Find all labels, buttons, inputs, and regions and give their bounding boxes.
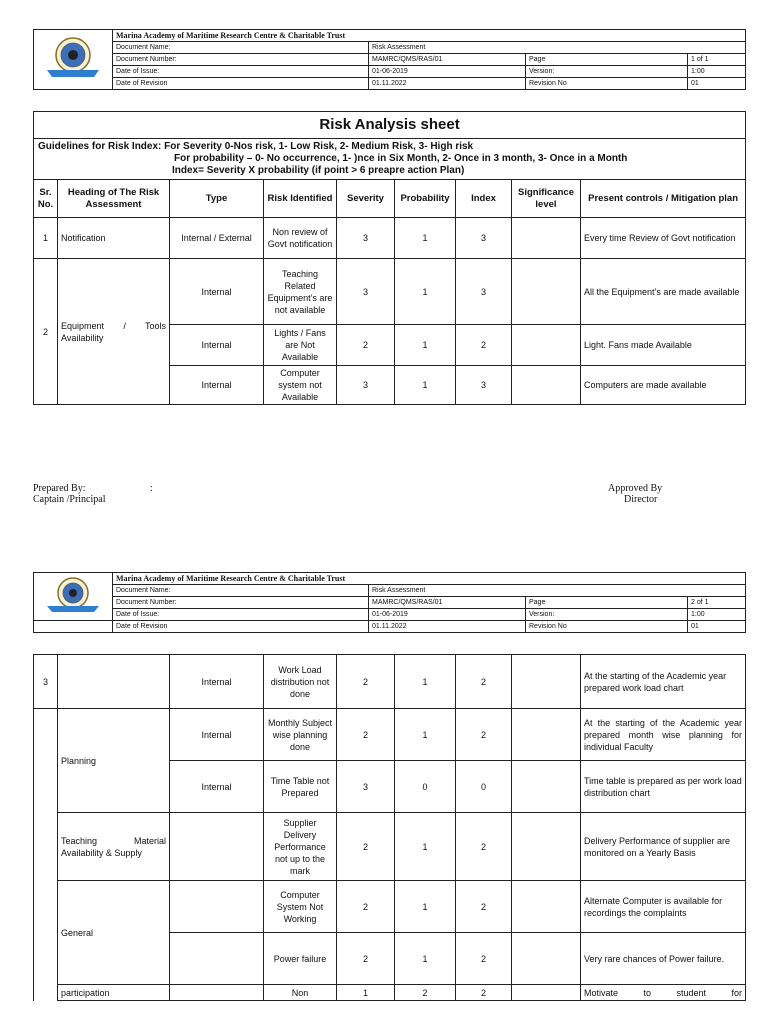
row-significance (512, 709, 581, 761)
prepared-by-colon: : (150, 483, 153, 494)
row-significance (512, 933, 581, 985)
row-risk: Supplier Delivery Performance not up to the mark (264, 813, 337, 881)
row-index: 3 (456, 366, 512, 405)
guideline-probability: For probability – 0- No occurrence, 1- )nce in Six Month, 2- Once in 3 month, 3- Once in a Month (174, 153, 628, 164)
row-probability: 1 (395, 218, 456, 259)
row-probability: 1 (395, 881, 456, 933)
row-significance (512, 881, 581, 933)
row-probability: 1 (395, 655, 456, 709)
page-label: Page (526, 54, 688, 66)
row-probability: 0 (395, 761, 456, 813)
col-sr-no: Sr. No. (34, 180, 58, 218)
table-row (34, 813, 746, 881)
revision-no-value: 01 (688, 78, 746, 90)
row-probability: 1 (395, 709, 456, 761)
table-row (34, 655, 746, 709)
row-type (170, 985, 264, 1001)
document-name-value: Risk Assessment (369, 585, 746, 597)
date-revision-label: Date of Revision (113, 621, 369, 633)
row-heading: General (58, 881, 170, 985)
row-probability: 1 (395, 933, 456, 985)
document-number-label: Document Number: (113, 54, 369, 66)
row-index: 0 (456, 761, 512, 813)
row-risk: Non (264, 985, 337, 1001)
row-risk: Teaching Related Equipment’s are not available (264, 259, 337, 325)
row-severity: 3 (337, 366, 395, 405)
row-severity: 3 (337, 761, 395, 813)
table-row (34, 218, 746, 259)
row-probability: 1 (395, 813, 456, 881)
row-index: 3 (456, 259, 512, 325)
row-severity: 2 (337, 655, 395, 709)
row-type: Internal (170, 366, 264, 405)
row-index: 2 (456, 813, 512, 881)
document-header-page1 (33, 29, 746, 90)
row-significance (512, 259, 581, 325)
col-probability: Probability (395, 180, 456, 218)
col-type: Type (170, 180, 264, 218)
page-label: Page (526, 597, 688, 609)
risk-analysis-table-page1 (33, 111, 746, 405)
trust-name: Marina Academy of Maritime Research Centre & Charitable Trust (113, 30, 746, 42)
col-index: Index (456, 180, 512, 218)
table-row (34, 259, 746, 325)
row-sr: 2 (34, 259, 58, 405)
approved-by-role: Director (624, 494, 658, 505)
row-severity: 2 (337, 933, 395, 985)
document-number-label: Document Number: (113, 597, 369, 609)
guideline-index: Index= Severity X probability (if point > 6 preapre action Plan) (172, 165, 465, 176)
row-plan: Very rare chances of Power failure. (581, 933, 746, 985)
row-probability: 1 (395, 259, 456, 325)
document-header-page2 (33, 572, 746, 633)
row-index: 2 (456, 325, 512, 366)
row-significance (512, 655, 581, 709)
row-plan: All the Equipment’s are made available (581, 259, 746, 325)
row-significance (512, 325, 581, 366)
row-type: Internal (170, 655, 264, 709)
row-heading: Equipment / Tools Availability (58, 259, 170, 405)
col-heading: Heading of The Risk Assessment (58, 180, 170, 218)
row-probability: 1 (395, 366, 456, 405)
risk-guidelines (34, 139, 746, 180)
row-type: Internal (170, 325, 264, 366)
document-name-value: Risk Assessment (369, 42, 746, 54)
row-severity: 2 (337, 881, 395, 933)
document-name-label: Document Name: (113, 585, 369, 597)
row-probability: 1 (395, 325, 456, 366)
col-severity: Severity (337, 180, 395, 218)
date-revision-value: 01.11.2022 (369, 78, 526, 90)
version-value: 1:00 (688, 66, 746, 78)
date-revision-value: 01.11.2022 (369, 621, 526, 633)
academy-logo (34, 30, 113, 90)
approved-by-label: Approved By (608, 483, 663, 494)
row-type (170, 881, 264, 933)
row-plan: Delivery Performance of supplier are monitored on a Yearly Basis (581, 813, 746, 881)
row-severity: 1 (337, 985, 395, 1001)
row-heading (58, 655, 170, 709)
row-type: Internal (170, 761, 264, 813)
logo-spacer (34, 621, 113, 633)
academy-logo (34, 573, 113, 621)
prepared-by-label: Prepared By: (33, 483, 86, 494)
row-severity: 2 (337, 709, 395, 761)
row-type: Internal (170, 259, 264, 325)
table-row (34, 985, 746, 1001)
row-type (170, 813, 264, 881)
row-plan: Motivate to student for (581, 985, 746, 1001)
row-significance (512, 218, 581, 259)
row-severity: 2 (337, 813, 395, 881)
row-heading: Notification (58, 218, 170, 259)
row-index: 2 (456, 881, 512, 933)
row-plan: Computers are made available (581, 366, 746, 405)
row-heading: Teaching Material Availability & Supply (58, 813, 170, 881)
date-issue-label: Date of Issue: (113, 609, 369, 621)
version-value: 1:00 (688, 609, 746, 621)
row-risk: Non review of Govt notification (264, 218, 337, 259)
page-value: 1 of 1 (688, 54, 746, 66)
row-plan: Light. Fans made Available (581, 325, 746, 366)
row-index: 2 (456, 985, 512, 1001)
row-index: 2 (456, 655, 512, 709)
date-issue-value: 01-06-2019 (369, 609, 526, 621)
prepared-by-role: Captain /Principal (33, 494, 106, 505)
table-row (34, 709, 746, 761)
version-label: Version: (526, 609, 688, 621)
row-severity: 2 (337, 325, 395, 366)
row-heading: participation (58, 985, 170, 1001)
trust-name: Marina Academy of Maritime Research Centre & Charitable Trust (113, 573, 746, 585)
row-type: Internal / External (170, 218, 264, 259)
row-risk: Time Table not Prepared (264, 761, 337, 813)
row-plan: Alternate Computer is available for recordings the complaints (581, 881, 746, 933)
academy-emblem-icon (39, 575, 107, 615)
col-significance: Significance level (512, 180, 581, 218)
revision-no-label: Revision No (526, 78, 688, 90)
row-plan: At the starting of the Academic year prepared work load chart (581, 655, 746, 709)
row-probability: 2 (395, 985, 456, 1001)
row-type: Internal (170, 709, 264, 761)
date-issue-label: Date of Issue: (113, 66, 369, 78)
row-severity: 3 (337, 218, 395, 259)
row-sr: 1 (34, 218, 58, 259)
row-sr: 3 (34, 655, 58, 709)
document-number-value: MAMRC/QMS/RAS/01 (369, 597, 526, 609)
row-plan: Time table is prepared as per work load distribution chart (581, 761, 746, 813)
page-value: 2 of 1 (688, 597, 746, 609)
row-risk: Computer System Not Working (264, 881, 337, 933)
document-name-label: Document Name: (113, 42, 369, 54)
col-mitigation-plan: Present controls / Mitigation plan (581, 180, 746, 218)
row-risk: Power failure (264, 933, 337, 985)
date-issue-value: 01-06-2019 (369, 66, 526, 78)
page-cut (28, 406, 750, 424)
risk-analysis-table-page2 (33, 654, 746, 1001)
row-index: 3 (456, 218, 512, 259)
row-significance (512, 366, 581, 405)
row-significance (512, 813, 581, 881)
row-plan: Every time Review of Govt notification (581, 218, 746, 259)
table-row (34, 881, 746, 933)
row-risk: Computer system not Available (264, 366, 337, 405)
row-heading: Planning (58, 709, 170, 813)
version-label: Version: (526, 66, 688, 78)
col-risk-identified: Risk Identified (264, 180, 337, 218)
row-risk: Work Load distribution not done (264, 655, 337, 709)
row-risk: Lights / Fans are Not Available (264, 325, 337, 366)
row-significance (512, 985, 581, 1001)
row-index: 2 (456, 709, 512, 761)
sheet-title: Risk Analysis sheet (34, 112, 746, 139)
revision-no-value: 01 (688, 621, 746, 633)
date-revision-label: Date of Revision (113, 78, 369, 90)
row-sr (34, 709, 58, 1001)
document-number-value: MAMRC/QMS/RAS/01 (369, 54, 526, 66)
row-index: 2 (456, 933, 512, 985)
row-type (170, 933, 264, 985)
row-risk: Monthly Subject wise planning done (264, 709, 337, 761)
row-severity: 3 (337, 259, 395, 325)
row-plan: At the starting of the Academic year prepared month wise planning for individual Faculty (581, 709, 746, 761)
guideline-severity: Guidelines for Risk Index: For Severity 0-Nos risk, 1- Low Risk, 2- Medium Risk, 3- High risk (38, 141, 474, 152)
revision-no-label: Revision No (526, 621, 688, 633)
row-significance (512, 761, 581, 813)
academy-emblem-icon (39, 34, 107, 82)
